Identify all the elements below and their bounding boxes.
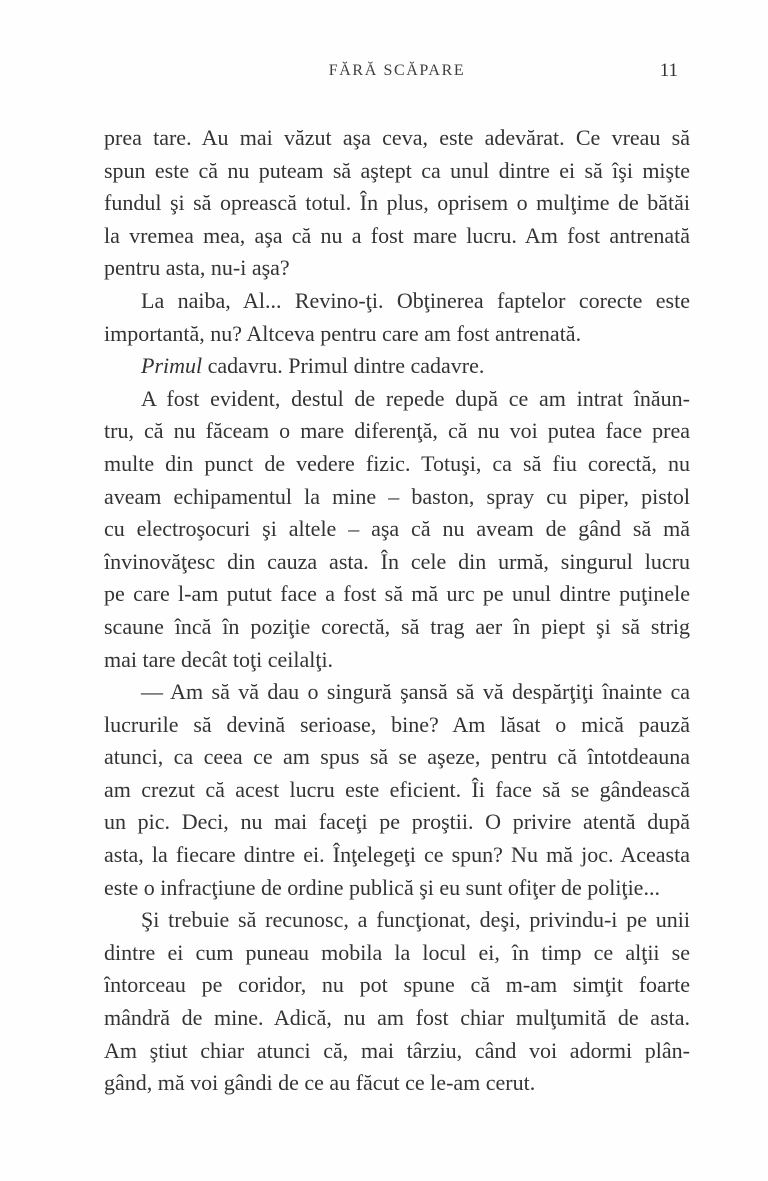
page-header	[104, 62, 690, 86]
text-line: A fost evident, destul de repede după ce am intrat înăun-	[141, 385, 690, 411]
text-line: cu electroşocuri şi altele – aşa că nu aveam de gând să mă	[104, 516, 690, 542]
text-line: gând, mă voi gândi de ce au făcut ce le-am cerut.	[104, 1070, 536, 1096]
text-line: mândră de mine. Adică, nu am fost chiar mulţumită de asta.	[104, 1005, 690, 1031]
text-line: pe care l-am putut face a fost să mă urc pe unul dintre puţinele	[104, 581, 690, 607]
text-line: un pic. Deci, nu mai faceţi pe proştii. O privire atentă după	[104, 809, 690, 835]
text-line: tru, că nu făceam o mare diferenţă, că nu voi putea face prea	[104, 418, 690, 444]
text-line: prea tare. Au mai văzut aşa ceva, este adevărat. Ce vreau să	[104, 125, 690, 150]
text-line: la vremea mea, aşa că nu a fost mare lucru. Am fost antrenată	[104, 222, 690, 248]
text-line: La naiba, Al... Revino-ţi. Obţinerea faptelor corecte este	[141, 287, 690, 313]
page-number: 11	[659, 60, 678, 81]
text-line: atunci, ca ceea ce am spus să se aşeze, pentru că întotdeauna	[104, 744, 690, 770]
text-line: asta, la fiecare dintre ei. Înţelegeţi ce spun? Nu mă joc. Aceasta	[104, 842, 690, 868]
text-line: Şi trebuie să recunosc, a funcţionat, deşi, privindu-i pe unii	[141, 907, 690, 933]
running-head: FĂRĂ SCĂPARE	[328, 62, 466, 79]
text-line: am crezut că acest lucru este eficient. Îi face să se gândească	[104, 776, 690, 802]
text-line: învinovăţesc din cauza asta. În cele din urmă, singurul lucru	[104, 548, 690, 574]
text-line: Am ştiut chiar atunci că, mai târziu, când voi adormi plân-	[104, 1037, 690, 1063]
text-line: pentru asta, nu-i aşa?	[104, 255, 290, 281]
text-line: dintre ei cum puneau mobila la locul ei, în timp ce alţii se	[104, 939, 690, 965]
text-line: multe din punct de vedere fizic. Totuşi, ca să fiu corectă, nu	[104, 450, 690, 476]
text-line: spun este că nu puteam să aştept ca unul dintre ei să îşi mişte	[104, 157, 690, 183]
text-line: întorceau pe coridor, nu pot spune că m-am simţit foarte	[104, 972, 690, 998]
page-text	[104, 122, 690, 1100]
text-line: scaune încă în poziţie corectă, să trag aer în piept şi să strig	[104, 613, 690, 639]
text-line: fundul şi să oprească totul. În plus, oprisem o mulţime de bătăi	[104, 190, 690, 216]
text-line: lucrurile să devină serioase, bine? Am lăsat o mică pauză	[104, 711, 690, 737]
text-line: aveam echipamentul la mine – baston, spray cu piper, pistol	[104, 483, 690, 509]
text-line: importantă, nu? Altceva pentru care am fost antrenată.	[104, 320, 582, 346]
text-line: — Am să vă dau o singură şansă să vă despărţiţi înainte ca	[141, 679, 690, 705]
text-line: este o infracţiune de ordine publică şi eu sunt ofiţer de poliţie...	[104, 874, 660, 900]
text-line: mai tare decât toţi ceilalţi.	[104, 646, 334, 672]
text-line: Primul cadavru. Primul dintre cadavre.	[141, 353, 485, 379]
